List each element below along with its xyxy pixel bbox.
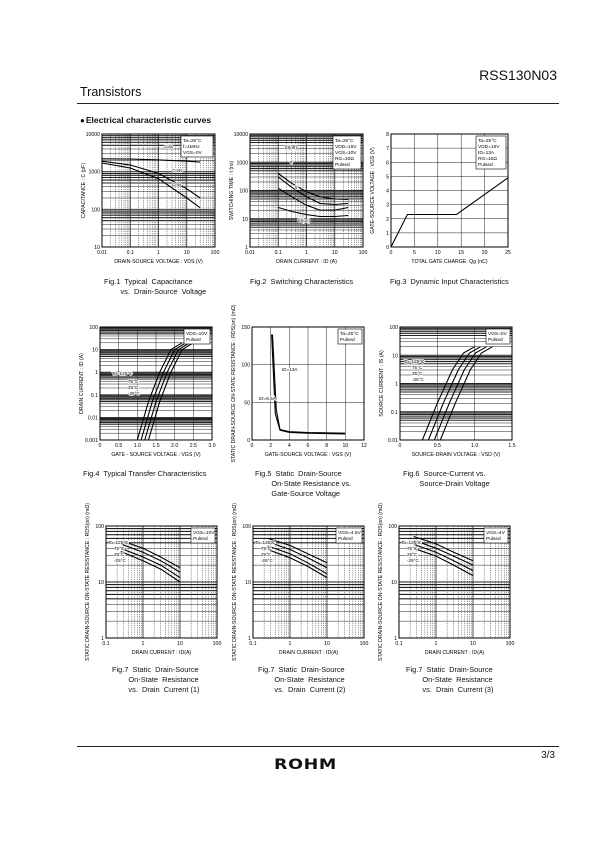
caption-line: vs. Drain Current (3) bbox=[406, 685, 494, 694]
caption-line: On-State Resistance bbox=[112, 675, 199, 684]
curve-label: Coss bbox=[172, 168, 183, 173]
caption-line: Fig.7 Static Drain-Source bbox=[112, 665, 199, 674]
fig7c-caption bbox=[406, 665, 493, 695]
series-line bbox=[414, 540, 473, 565]
y-axis-label: SOURCE CURRENT : IS (A) bbox=[379, 350, 385, 417]
y-tick-label: 7 bbox=[386, 146, 389, 153]
rohm-logo: ROHM bbox=[274, 757, 337, 773]
caption-line: Fig.5 Static Drain-Source bbox=[255, 469, 342, 478]
y-tick-label: 10 bbox=[242, 216, 248, 223]
fig7a-chart bbox=[78, 503, 228, 661]
y-tick-label: 0.001 bbox=[85, 438, 98, 444]
x-tick-label: 25 bbox=[505, 250, 511, 256]
y-tick-label: 8 bbox=[386, 132, 389, 138]
y-tick-label: 0.01 bbox=[387, 438, 398, 444]
fig6-chart bbox=[370, 320, 520, 465]
curve-label: td(on) bbox=[298, 218, 311, 223]
x-tick-label: 4 bbox=[287, 443, 291, 449]
x-tick-label: 0 bbox=[398, 443, 402, 449]
curve-label: 25°C bbox=[261, 552, 272, 557]
y-tick-label: 6 bbox=[386, 160, 389, 167]
x-tick-label: 1 bbox=[288, 641, 292, 647]
series-line bbox=[391, 178, 508, 247]
x-tick-label: 100 bbox=[505, 641, 515, 647]
x-tick-label: 15 bbox=[458, 250, 465, 256]
caption-line: Fig.7 Static Drain-Source bbox=[406, 665, 493, 674]
series-line bbox=[422, 347, 474, 440]
x-tick-label: 10 bbox=[183, 250, 190, 256]
caption-line: On-State Resistance bbox=[258, 675, 345, 684]
y-tick-label: 1000 bbox=[236, 160, 248, 167]
legend-text: Pulsed bbox=[338, 537, 353, 542]
y-tick-label: 0 bbox=[386, 245, 389, 251]
legend-text: VDS=10V bbox=[186, 332, 208, 337]
legend-text: Pulsed bbox=[335, 163, 350, 168]
caption-line: On-State Resistance bbox=[406, 675, 493, 684]
curve-label: -25°C bbox=[407, 558, 419, 563]
section-heading bbox=[80, 115, 211, 125]
curve-label: Ta=125°C bbox=[255, 540, 276, 545]
legend-text: VDD=15V bbox=[335, 145, 357, 150]
y-axis-label: DRAIN CURRENT : ID (A) bbox=[79, 353, 85, 414]
x-tick-label: 0.5 bbox=[433, 443, 441, 449]
x-axis-label: DRAIN CURRENT : ID (A) bbox=[276, 259, 337, 265]
x-tick-label: 1.5 bbox=[508, 443, 516, 449]
curve-label: ID=6.5A bbox=[259, 396, 276, 401]
x-tick-label: 0 bbox=[98, 443, 102, 449]
x-tick-label: 3.0 bbox=[208, 443, 216, 449]
y-tick-label: 0.1 bbox=[90, 392, 98, 399]
curve-label: -25°C bbox=[114, 558, 126, 563]
curve-label: 25°C bbox=[114, 552, 125, 557]
x-axis-label: GATE - SOURCE VOLTAGE : VGS (V) bbox=[111, 452, 201, 458]
curve-label: Ta=125°C bbox=[112, 371, 133, 376]
y-tick-label: 50 bbox=[244, 400, 250, 407]
curve-label: -25°C bbox=[261, 558, 273, 563]
curve-label: 25°C bbox=[412, 371, 423, 376]
x-tick-label: 1.0 bbox=[133, 443, 141, 449]
fig6-caption bbox=[403, 469, 490, 489]
y-tick-label: 0 bbox=[247, 438, 250, 444]
y-tick-label: 3 bbox=[386, 202, 389, 209]
fig3-caption bbox=[390, 277, 509, 287]
series-line bbox=[414, 548, 473, 575]
fig7a-caption bbox=[112, 665, 199, 695]
curve-label: 75°C bbox=[261, 546, 272, 551]
series-line bbox=[278, 208, 348, 217]
series-line bbox=[268, 538, 327, 562]
x-tick-label: 10 bbox=[342, 443, 349, 449]
y-tick-label: 1 bbox=[245, 245, 248, 251]
x-tick-label: 0.1 bbox=[249, 641, 257, 647]
y-tick-label: 100 bbox=[89, 325, 98, 331]
curve-label: ID=13A bbox=[282, 367, 298, 372]
x-tick-label: 10 bbox=[331, 250, 338, 256]
y-axis-label: STATIC DRAIN-SOURCE ON-STATE RESISTANCE : RDS(on) (mΩ) bbox=[232, 503, 238, 661]
y-tick-label: 100 bbox=[389, 325, 398, 331]
footer-rule bbox=[77, 746, 559, 747]
y-tick-label: 5 bbox=[386, 174, 389, 181]
legend-text: RG=10Ω bbox=[478, 157, 497, 162]
y-tick-label: 10 bbox=[92, 347, 98, 354]
y-axis-label: STATIC DRAIN-SOURCE ON-STATE RESISTANCE : RDS(on) (mΩ) bbox=[378, 503, 384, 661]
bullet-icon: ● bbox=[80, 116, 85, 125]
fig2-chart bbox=[225, 128, 375, 268]
legend-text: VGS=0V bbox=[488, 332, 507, 337]
x-tick-label: 1 bbox=[305, 250, 308, 256]
caption-line: vs. Drain-Source Voltage bbox=[104, 287, 207, 296]
curve-label: 75°C bbox=[407, 546, 418, 551]
y-axis-label: STATIC DRAIN-SOURCE ON-STATE RESISTANCE : RDS(on) (mΩ) bbox=[85, 503, 91, 661]
legend-text: Ta=25°C bbox=[183, 139, 202, 144]
y-tick-label: 10 bbox=[245, 580, 251, 586]
x-tick-label: 5 bbox=[412, 250, 416, 256]
y-tick-label: 100 bbox=[91, 207, 100, 214]
y-tick-label: 10 bbox=[391, 580, 397, 586]
x-tick-label: 1 bbox=[157, 250, 160, 256]
curve-label: tf bbox=[290, 160, 293, 165]
x-tick-label: 12 bbox=[361, 443, 367, 449]
x-tick-label: 1 bbox=[434, 641, 438, 647]
x-tick-label: 2.5 bbox=[189, 443, 197, 449]
fig7b-caption bbox=[258, 665, 345, 695]
fig1-caption bbox=[104, 277, 206, 297]
y-axis-label: CAPACITANCE : C (pF) bbox=[81, 162, 87, 219]
x-tick-label: 10 bbox=[324, 641, 330, 647]
x-tick-label: 10 bbox=[177, 641, 183, 647]
legend-text: Pulsed bbox=[340, 338, 355, 343]
y-tick-label: 100 bbox=[239, 188, 248, 195]
x-axis-label: GATE-SOURCE VOLTAGE : VGS (V) bbox=[264, 452, 352, 458]
y-tick-label: 2 bbox=[386, 216, 389, 223]
part-number: RSS130N03 bbox=[479, 67, 557, 83]
legend-text: Pulsed bbox=[478, 163, 493, 168]
series-line bbox=[268, 546, 327, 574]
caption-line: Fig.3 Dynamic Input Characteristics bbox=[390, 277, 509, 286]
header-rule bbox=[77, 103, 559, 104]
x-axis-label: DRAIN-SOURCE VOLTAGE : VDS (V) bbox=[114, 259, 203, 265]
x-tick-label: 0.5 bbox=[115, 443, 123, 449]
legend-text: f=1MHz bbox=[183, 145, 200, 150]
x-tick-label: 2.0 bbox=[171, 443, 179, 449]
legend-text: Pulsed bbox=[486, 537, 501, 542]
y-tick-label: 1 bbox=[95, 370, 98, 377]
y-tick-label: 10000 bbox=[233, 132, 248, 138]
fig4-caption bbox=[83, 469, 207, 479]
x-tick-label: 0.01 bbox=[244, 250, 256, 256]
curve-label: 75°C bbox=[114, 546, 125, 551]
caption-line: Fig.2 Switching Characteristics bbox=[250, 277, 354, 286]
fig3-chart bbox=[365, 128, 520, 268]
x-tick-label: 0.1 bbox=[395, 641, 403, 647]
y-tick-label: 4 bbox=[386, 188, 389, 195]
y-axis-label: GATE-SOURCE VOLTAGE : VGS (V) bbox=[370, 147, 376, 234]
curve-label: Ciss bbox=[164, 144, 173, 149]
x-tick-label: 2 bbox=[269, 443, 273, 449]
legend-text: VGS=4V bbox=[486, 531, 505, 536]
curve-label: Crss bbox=[172, 182, 182, 187]
curve-label: Ta=125°C bbox=[404, 359, 425, 364]
curve-label: 25°C bbox=[407, 552, 418, 557]
fig5-caption bbox=[255, 469, 351, 499]
x-tick-label: 0 bbox=[389, 250, 393, 256]
curve-label: -25°C bbox=[128, 391, 140, 396]
fig1-chart bbox=[78, 128, 228, 268]
fig5-chart bbox=[225, 304, 375, 465]
caption-line: vs. Drain Current (2) bbox=[258, 685, 346, 694]
fig4-chart bbox=[78, 320, 228, 465]
y-tick-label: 0.1 bbox=[390, 409, 398, 416]
legend-text: VGS=10V bbox=[193, 531, 215, 536]
y-tick-label: 10000 bbox=[85, 132, 100, 138]
x-tick-label: 0 bbox=[250, 443, 254, 449]
x-tick-label: 6 bbox=[306, 443, 310, 449]
fig2-caption bbox=[250, 277, 353, 287]
y-tick-label: 1 bbox=[386, 230, 389, 237]
x-axis-label: SOURCE-DRAIN VOLTAGE : VSD (V) bbox=[411, 452, 501, 458]
fig7c-chart bbox=[370, 503, 520, 661]
x-tick-label: 10 bbox=[470, 641, 476, 647]
series-line bbox=[428, 347, 480, 440]
x-axis-label: DRAIN CURRENT : ID(A) bbox=[131, 650, 192, 656]
legend-text: VDD=15V bbox=[478, 145, 500, 150]
y-axis-label: SWITCHING TIME : t (ns) bbox=[229, 160, 235, 221]
x-tick-label: 0.1 bbox=[102, 641, 110, 647]
x-tick-label: 100 bbox=[359, 641, 369, 647]
y-tick-label: 1 bbox=[394, 636, 397, 642]
series-line bbox=[414, 537, 473, 561]
y-tick-label: 100 bbox=[241, 362, 250, 369]
curve-label: tr bbox=[295, 185, 298, 190]
y-tick-label: 1 bbox=[248, 636, 251, 642]
x-tick-label: 0.1 bbox=[126, 250, 134, 256]
x-tick-label: 0.1 bbox=[274, 250, 282, 256]
legend-text: Ta=25°C bbox=[335, 139, 354, 144]
page-number: 3/3 bbox=[541, 750, 555, 761]
section-heading-text: Electrical characteristic curves bbox=[85, 115, 212, 125]
y-tick-label: 10 bbox=[392, 353, 398, 360]
x-tick-label: 1.5 bbox=[152, 443, 160, 449]
legend-text: VGS=10V bbox=[335, 151, 357, 156]
x-tick-label: 0.01 bbox=[96, 250, 108, 256]
curve-label: Ta=125°C bbox=[401, 540, 422, 545]
legend-text: VGS=4.5V bbox=[338, 531, 361, 536]
legend-text: Ta=25°C bbox=[340, 332, 359, 337]
caption-line: Fig.7 Static Drain-Source bbox=[258, 665, 345, 674]
y-tick-label: 10 bbox=[98, 580, 104, 586]
curve-label: 75°C bbox=[412, 365, 423, 370]
y-tick-label: 100 bbox=[95, 524, 104, 530]
legend-text: RG=10Ω bbox=[335, 157, 354, 162]
fig7b-chart bbox=[225, 503, 375, 661]
x-axis-label: TOTAL GATE CHARGE: Qg (nC) bbox=[411, 259, 488, 265]
series-line bbox=[273, 335, 346, 434]
y-tick-label: 1 bbox=[395, 381, 398, 388]
legend-text: Pulsed bbox=[193, 537, 208, 542]
caption-line: On-State Resistance vs. bbox=[255, 479, 352, 488]
legend-text: Ta=25°C bbox=[478, 139, 497, 144]
y-tick-label: 0.01 bbox=[87, 415, 98, 422]
x-tick-label: 8 bbox=[325, 443, 329, 449]
caption-line: Source-Drain Voltage bbox=[403, 479, 490, 488]
curve-label: td(off) bbox=[285, 145, 297, 150]
section-title: Transistors bbox=[80, 85, 142, 99]
x-tick-label: 100 bbox=[210, 250, 220, 256]
y-axis-label: STATIC DRAIN-SOURCE ON-STATE RESISTANCE : RDS(on) (mΩ) bbox=[231, 304, 237, 463]
x-tick-label: 1 bbox=[141, 641, 145, 647]
legend-text: VGS=0V bbox=[183, 151, 202, 156]
curve-label: Ta=125°C bbox=[108, 540, 129, 545]
x-tick-label: 10 bbox=[434, 250, 441, 256]
y-tick-label: 1 bbox=[101, 636, 104, 642]
caption-line: Fig.4 Typical Transfer Characteristics bbox=[83, 469, 207, 478]
legend-text: Pulsed bbox=[186, 338, 201, 343]
x-axis-label: DRAIN CURRENT : ID(A) bbox=[424, 650, 485, 656]
series-line bbox=[272, 335, 346, 435]
curve-label: 25°C bbox=[128, 385, 139, 390]
x-tick-label: 100 bbox=[212, 641, 222, 647]
x-tick-label: 100 bbox=[358, 250, 368, 256]
curve-label: 75°C bbox=[128, 379, 139, 384]
x-axis-label: DRAIN CURRENT : ID(A) bbox=[278, 650, 339, 656]
y-tick-label: 1000 bbox=[88, 169, 100, 176]
caption-line: Fig.6 Source-Current vs. bbox=[403, 469, 486, 478]
x-tick-label: 20 bbox=[481, 250, 488, 256]
y-tick-label: 100 bbox=[388, 524, 397, 530]
y-tick-label: 10 bbox=[94, 245, 100, 251]
x-tick-label: 1.0 bbox=[471, 443, 479, 449]
caption-line: vs. Drain Current (1) bbox=[112, 685, 200, 694]
legend-text: Pulsed bbox=[488, 338, 503, 343]
series-line bbox=[268, 542, 327, 568]
caption-line: Gate-Source Voltage bbox=[255, 489, 341, 498]
caption-line: Fig.1 Typical Capacitance bbox=[104, 277, 193, 286]
legend-text: ID=13A bbox=[478, 151, 495, 156]
curve-label: -25°C bbox=[412, 377, 424, 382]
y-tick-label: 150 bbox=[241, 325, 250, 331]
y-tick-label: 100 bbox=[242, 524, 251, 530]
